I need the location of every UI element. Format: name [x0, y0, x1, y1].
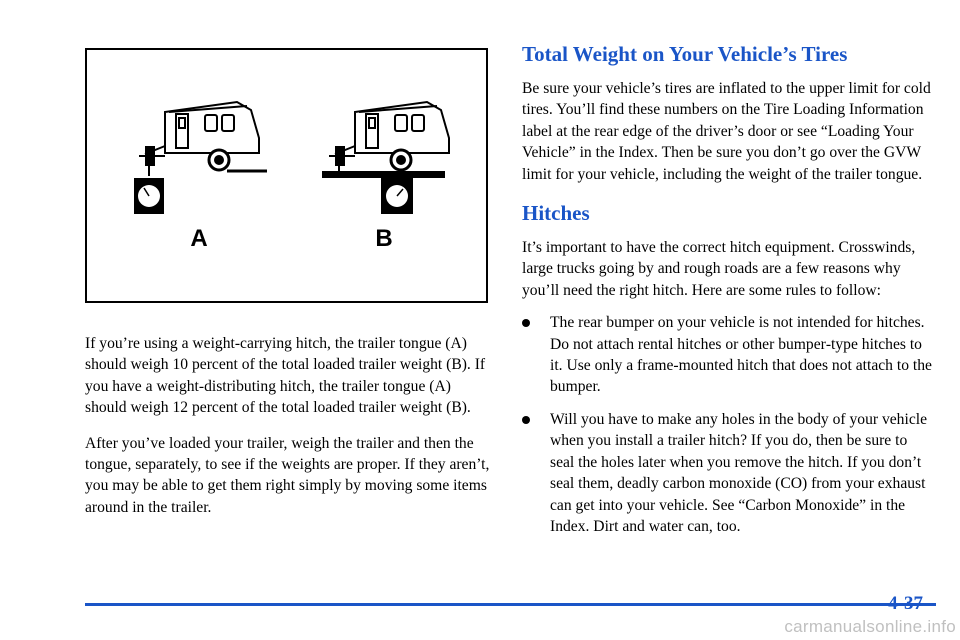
weigh-trailer-paragraph: After you’ve loaded your trailer, weigh the trailer and then the tongue, separately, to see if the weights are proper. If they aren’t, you may be able to get them right simply by moving some items around in the trailer. — [85, 434, 490, 516]
tire-weight-paragraph: Be sure your vehicle’s tires are inflated to the upper limit for cold tires. You’ll find these numbers on the Tire Loading Information label at the rear edge of the driver’s door or see “Loading Your Vehicle” in the Index. Then be sure you don’t go over the GVW limit for your vehicle, including the weight of the trailer tongue. — [522, 80, 931, 183]
list-item — [522, 409, 932, 537]
bullet-icon — [522, 416, 530, 424]
right-column — [522, 40, 932, 548]
scale-a-drawing — [134, 178, 164, 214]
trailer-b-drawing — [329, 102, 449, 172]
bullet-icon — [522, 319, 530, 327]
footer-rule — [85, 603, 936, 606]
left-column — [85, 333, 490, 532]
weight-carrying-hitch-paragraph: If you’re using a weight‑carrying hitch, the trailer tongue (A) should weigh 10 percent of the total loaded trailer weight (B). If you have a weight‑distributing hitch, the trailer tongue (A) should weigh 12 percent of the total loaded trailer weight (B). — [85, 335, 486, 417]
figure-label-a: A — [190, 225, 208, 252]
rear-bumper-rule: The rear bumper on your vehicle is not intended for hitches. Do not attach rental hitches or other bumper‑type hitches to it. Use only a frame‑mounted hitch that does not attach to the bumper. — [550, 314, 932, 396]
seal-holes-rule: Will you have to make any holes in the body of your vehicle when you install a trailer hitch? If you do, then be sure to seal the holes later when you remove the hitch. If you don’t seal them, deadly carbon monoxide (CO) from your exhaust can get into your vehicle. See “Carbon Monoxide” in the Index. Dirt and water can, too. — [550, 410, 927, 535]
figure-label-b: B — [375, 225, 393, 252]
hitches-heading: Hitches — [522, 201, 590, 226]
trailer-scale-illustration — [87, 50, 490, 305]
tire-weight-heading: Total Weight on Your Vehicle’s Tires — [522, 42, 848, 66]
trailer-a-drawing — [139, 102, 267, 176]
trailer-weight-figure — [85, 48, 488, 303]
page-number: 4-37 — [888, 593, 923, 614]
watermark: carmanualsonline.info — [784, 617, 956, 636]
hitch-rules-list — [522, 312, 932, 537]
scale-b-drawing — [322, 171, 445, 214]
hitches-intro-paragraph: It’s important to have the correct hitch equipment. Crosswinds, large trucks going by and rough roads are a few reasons why you’ll need the right hitch. Here are some rules to follow: — [522, 239, 916, 299]
list-item — [522, 312, 932, 398]
